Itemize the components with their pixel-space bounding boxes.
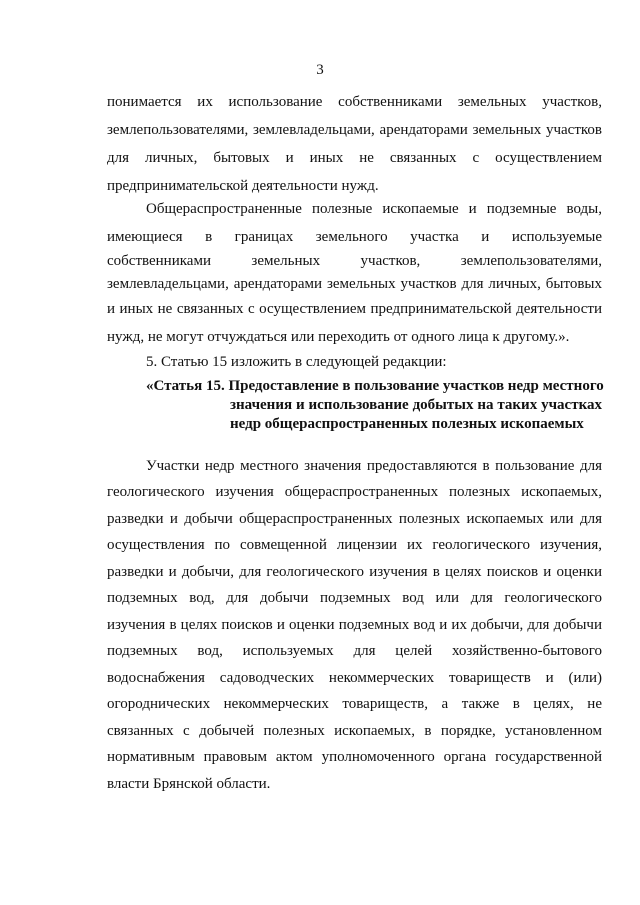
- item-5-instruction: 5. Статью 15 изложить в следующей редакции:: [146, 354, 447, 370]
- paragraph-3-line: подземных вод, используемых для целей хозяйственно-бытового: [107, 643, 602, 659]
- paragraph-2-line: собственниками земельных участков, землепользователями,: [107, 253, 602, 269]
- paragraph-3-line: изучения в целях поисков и оценки подземных вод и их добычи, для добычи: [107, 617, 602, 633]
- paragraph-2-line: землевладельцами, арендаторами земельных участков для личных, бытовых: [107, 276, 602, 292]
- paragraph-3-line: водоснабжения садоводческих некоммерческих товариществ и (или): [107, 670, 602, 686]
- paragraph-3-line: Участки недр местного значения предоставляются в пользование для: [146, 458, 602, 474]
- article-heading-line: недр общераспространенных полезных ископаемых: [230, 416, 584, 432]
- page-number: 3: [316, 62, 324, 78]
- paragraph-3-line: разведки и добычи, для геологического изучения в целях поисков и оценки: [107, 564, 602, 580]
- paragraph-1-line: для личных, бытовых и иных не связанных с осуществлением: [107, 150, 602, 166]
- paragraph-2-line: нужд, не могут отчуждаться или переходить от одного лица к другому.».: [107, 329, 570, 345]
- paragraph-3-line: осуществления по совмещенной лицензии их геологического изучения,: [107, 537, 602, 553]
- paragraph-3-line: подземных вод, для добычи подземных вод или для геологического: [107, 590, 602, 606]
- paragraph-1-line: землепользователями, землевладельцами, арендаторами земельных участков: [107, 122, 602, 138]
- article-heading-line: «Статья 15. Предоставление в пользование участков недр местного: [146, 378, 604, 394]
- paragraph-3-line: связанных с добычей полезных ископаемых, в порядке, установленном: [107, 723, 602, 739]
- paragraph-3-line: нормативным правовым актом уполномоченного органа государственной: [107, 749, 602, 765]
- paragraph-2-line: имеющиеся в границах земельного участка и используемые: [107, 229, 602, 245]
- paragraph-1-line: предпринимательской деятельности нужд.: [107, 178, 379, 194]
- paragraph-3-line: огороднических некоммерческих товариществ, а также в целях, не: [107, 696, 602, 712]
- paragraph-2-line: Общераспространенные полезные ископаемые и подземные воды,: [146, 201, 602, 217]
- paragraph-3-line: разведки и добычи общераспространенных полезных ископаемых или для: [107, 511, 602, 527]
- paragraph-3-line: власти Брянской области.: [107, 776, 271, 792]
- paragraph-1-line: понимается их использование собственниками земельных участков,: [107, 94, 602, 110]
- paragraph-2-line: и иных не связанных с осуществлением предпринимательской деятельности: [107, 301, 602, 317]
- article-heading-line: значения и использование добытых на таких участках: [230, 397, 602, 413]
- paragraph-3-line: геологического изучения общераспространенных полезных ископаемых,: [107, 484, 602, 500]
